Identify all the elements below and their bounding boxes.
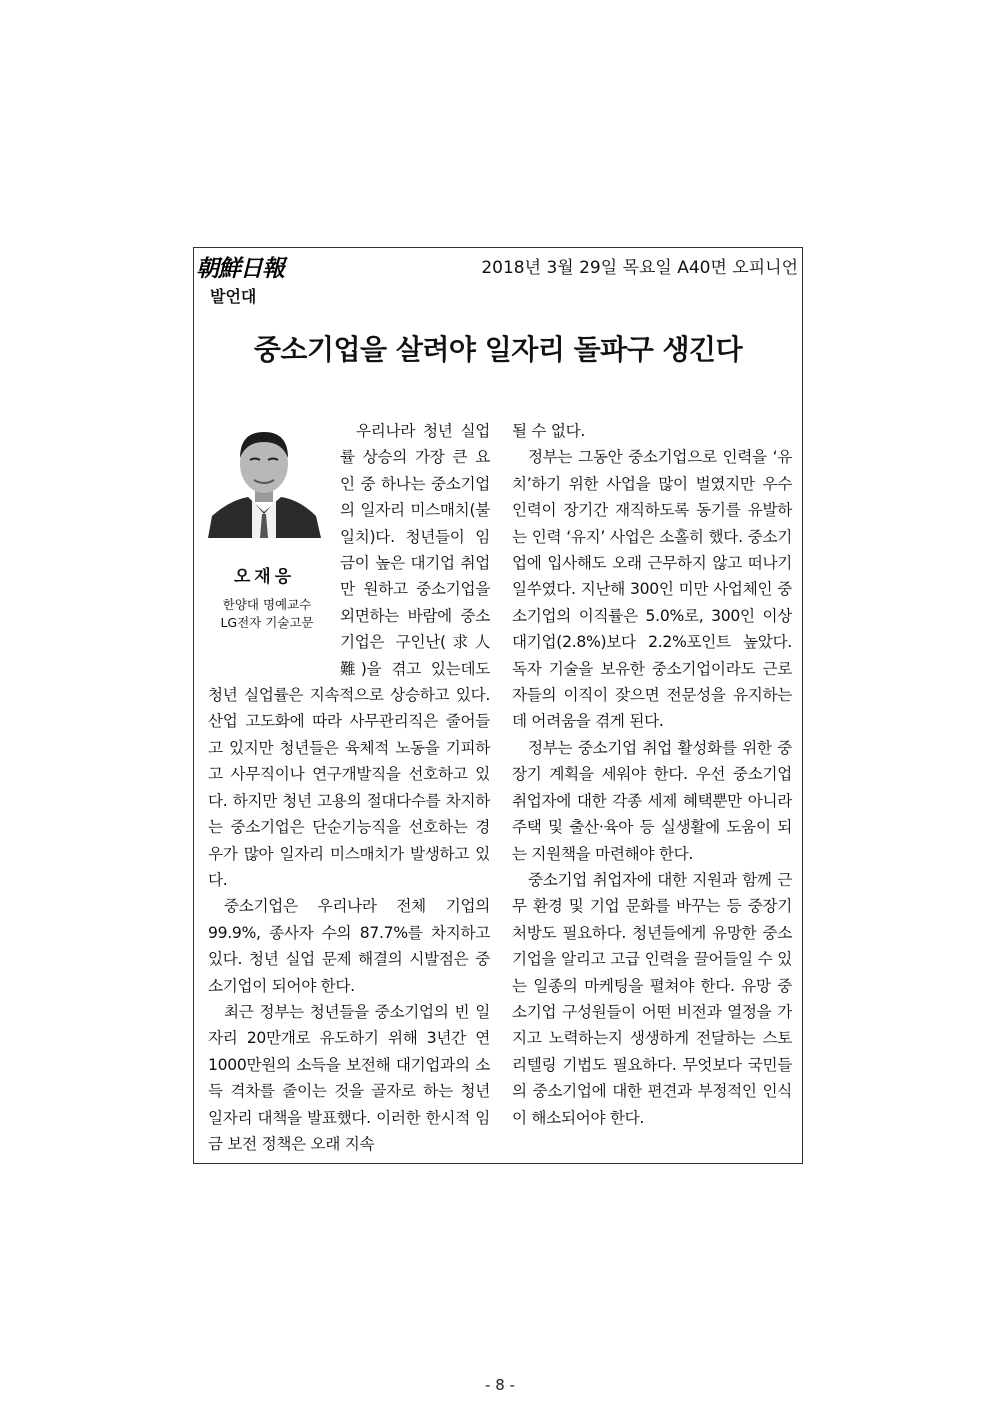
article-headline: 중소기업을 살려야 일자리 돌파구 생긴다: [253, 333, 743, 366]
article-column-right: [512, 418, 792, 1131]
article-column-left: [208, 418, 490, 1157]
newspaper-clipping: [193, 247, 803, 1164]
photo-wrap-space: [208, 418, 340, 682]
author-title-line2: LG전자 기술고문: [220, 615, 314, 630]
newspaper-masthead: 朝鮮日報: [196, 255, 284, 282]
author-name: 오재응: [233, 567, 296, 587]
paragraph-5: 정부는 중소기업 취업 활성화를 위한 중장기 계획을 세워야 한다. 우선 중소기업 취업자에 대한 각종 세제 혜택뿐만 아니라 주택 및 출산·육아 등 실생활에 도움이 되는 지원책을 마련해야 한다.: [512, 738, 792, 863]
page-number: - 8 -: [485, 1376, 515, 1394]
paragraph-3-part-1: 최근 정부는 청년들을 중소기업의 빈 일자리 20만개로 유도하기 위해 3년간 연 1000만원의 소득을 보전해 대기업과의 소득 격차를 줄이는 것을 골자로 하는 청년 일자리 대책을 발표했다. 이러한 한시적 임금 보전 정책은 오래 지속: [208, 1002, 490, 1153]
paragraph-6: 중소기업 취업자에 대한 지원과 함께 근무 환경 및 기업 문화를 바꾸는 등 중장기 처방도 필요하다. 청년들에게 유망한 중소기업을 알리고 고급 인력을 끌어들일 수 있는 일종의 마케팅을 펼쳐야 한다. 유망 중소기업 구성원들이 어떤 비전과 열정을 가지고 노력하는지 생생하게 전달하는 스토리텔링 기법도 필요하다. 무엇보다 국민들의 중소기업에 대한 편견과 부정적인 인식이 해소되어야 한다.: [512, 870, 792, 1127]
paragraph-3-part-2: 될 수 없다.: [512, 422, 586, 440]
paragraph-2: 중소기업은 우리나라 전체 기업의 99.9%, 종사자 수의 87.7%를 차지하고 있다. 청년 실업 문제 해결의 시발점은 중소기업이 되어야 한다.: [208, 897, 490, 995]
dateline: 2018년 3월 29일 목요일 A40면 오피니언: [481, 258, 798, 278]
paragraph-4: 정부는 그동안 중소기업으로 인력을 ‘유치’하기 위한 사업을 많이 벌였지만 우수 인력이 장기간 재직하도록 동기를 유발하는 인력 ‘유지’ 사업은 소홀히 했다. 중소기업에 입사해도 오래 근무하지 않고 떠나기 일쑤였다. 지난해 300인 미만 사업체인 중소기업의 이직률은 5.0%로, 300인 이상 대기업(2.8%)보다 2.2%포인트 높았다. 독자 기술을 보유한 중소기업이라도 근로자들의 이직이 잦으면 전문성을 유지하는 데 어려움을 겪게 된다.: [512, 448, 792, 731]
paragraph-1: 우리나라 청년 실업률 상승의 가장 큰 요인 중 하나는 중소기업의 일자리 미스매치(불일치)다. 청년들이 임금이 높은 대기업 취업만 원하고 중소기업을 외면하는 바람에 중소기업은 구인난(求人難)을 겪고 있는데도 청년 실업률은 지속적으로 상승하고 있다. 산업 고도화에 따라 사무관리직은 줄어들고 있지만 청년들은 육체적 노동을 기피하고 사무직이나 연구개발직을 선호하고 있다. 하지만 청년 고용의 절대다수를 차지하는 중소기업은 단순기능직을 선호하는 경우가 많아 일자리 미스매치가 발생하고 있다.: [208, 422, 490, 889]
author-title-line1: 한양대 명예교수: [222, 597, 312, 612]
column-name: 발언대: [210, 287, 257, 306]
